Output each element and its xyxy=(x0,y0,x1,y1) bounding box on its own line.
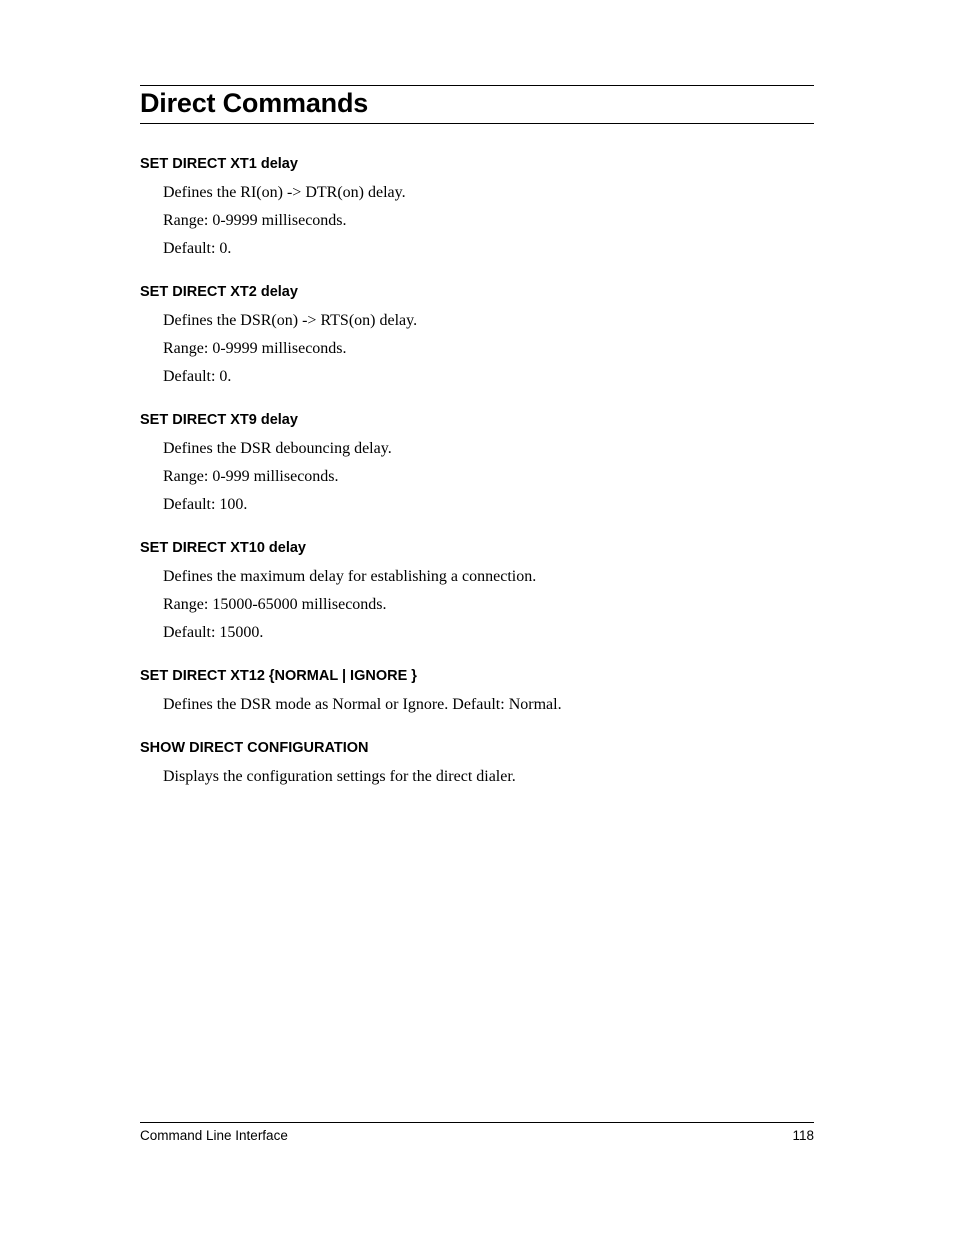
command-range: Range: 0-999 milliseconds. xyxy=(163,468,339,485)
command-description: Defines the DSR mode as Normal or Ignore. Default: Normal. xyxy=(163,696,562,713)
footer-section-title: Command Line Interface xyxy=(140,1128,288,1143)
title-bottom-rule xyxy=(140,123,814,124)
command-entry-xt10 xyxy=(140,538,814,647)
command-list xyxy=(140,154,814,791)
footer-rule xyxy=(140,1122,814,1123)
command-title: SHOW DIRECT CONFIGURATION xyxy=(140,740,369,756)
command-range: Range: 0-9999 milliseconds. xyxy=(163,212,347,229)
command-title: SET DIRECT XT1 delay xyxy=(140,156,298,172)
command-default: Default: 15000. xyxy=(163,624,264,641)
page-number: 118 xyxy=(792,1128,814,1143)
command-description: Defines the DSR(on) -> RTS(on) delay. xyxy=(163,312,418,329)
page-title: Direct Commands xyxy=(140,88,369,118)
command-entry-xt2 xyxy=(140,282,814,391)
command-default: Default: 0. xyxy=(163,368,232,385)
command-title: SET DIRECT XT9 delay xyxy=(140,412,298,428)
command-description: Defines the DSR debouncing delay. xyxy=(163,440,392,457)
command-title: SET DIRECT XT12 {NORMAL | IGNORE } xyxy=(140,668,417,684)
command-default: Default: 0. xyxy=(163,240,232,257)
command-description: Defines the RI(on) -> DTR(on) delay. xyxy=(163,184,406,201)
command-title: SET DIRECT XT10 delay xyxy=(140,540,306,556)
command-title: SET DIRECT XT2 delay xyxy=(140,284,298,300)
command-entry-xt1 xyxy=(140,154,814,263)
command-entry-xt9 xyxy=(140,410,814,519)
command-range: Range: 15000-65000 milliseconds. xyxy=(163,596,387,613)
command-range: Range: 0-9999 milliseconds. xyxy=(163,340,347,357)
command-default: Default: 100. xyxy=(163,496,248,513)
command-entry-show-config xyxy=(140,738,814,791)
command-description: Defines the maximum delay for establishing a connection. xyxy=(163,568,537,585)
command-description: Displays the configuration settings for the direct dialer. xyxy=(163,768,516,785)
command-entry-xt12 xyxy=(140,666,814,719)
